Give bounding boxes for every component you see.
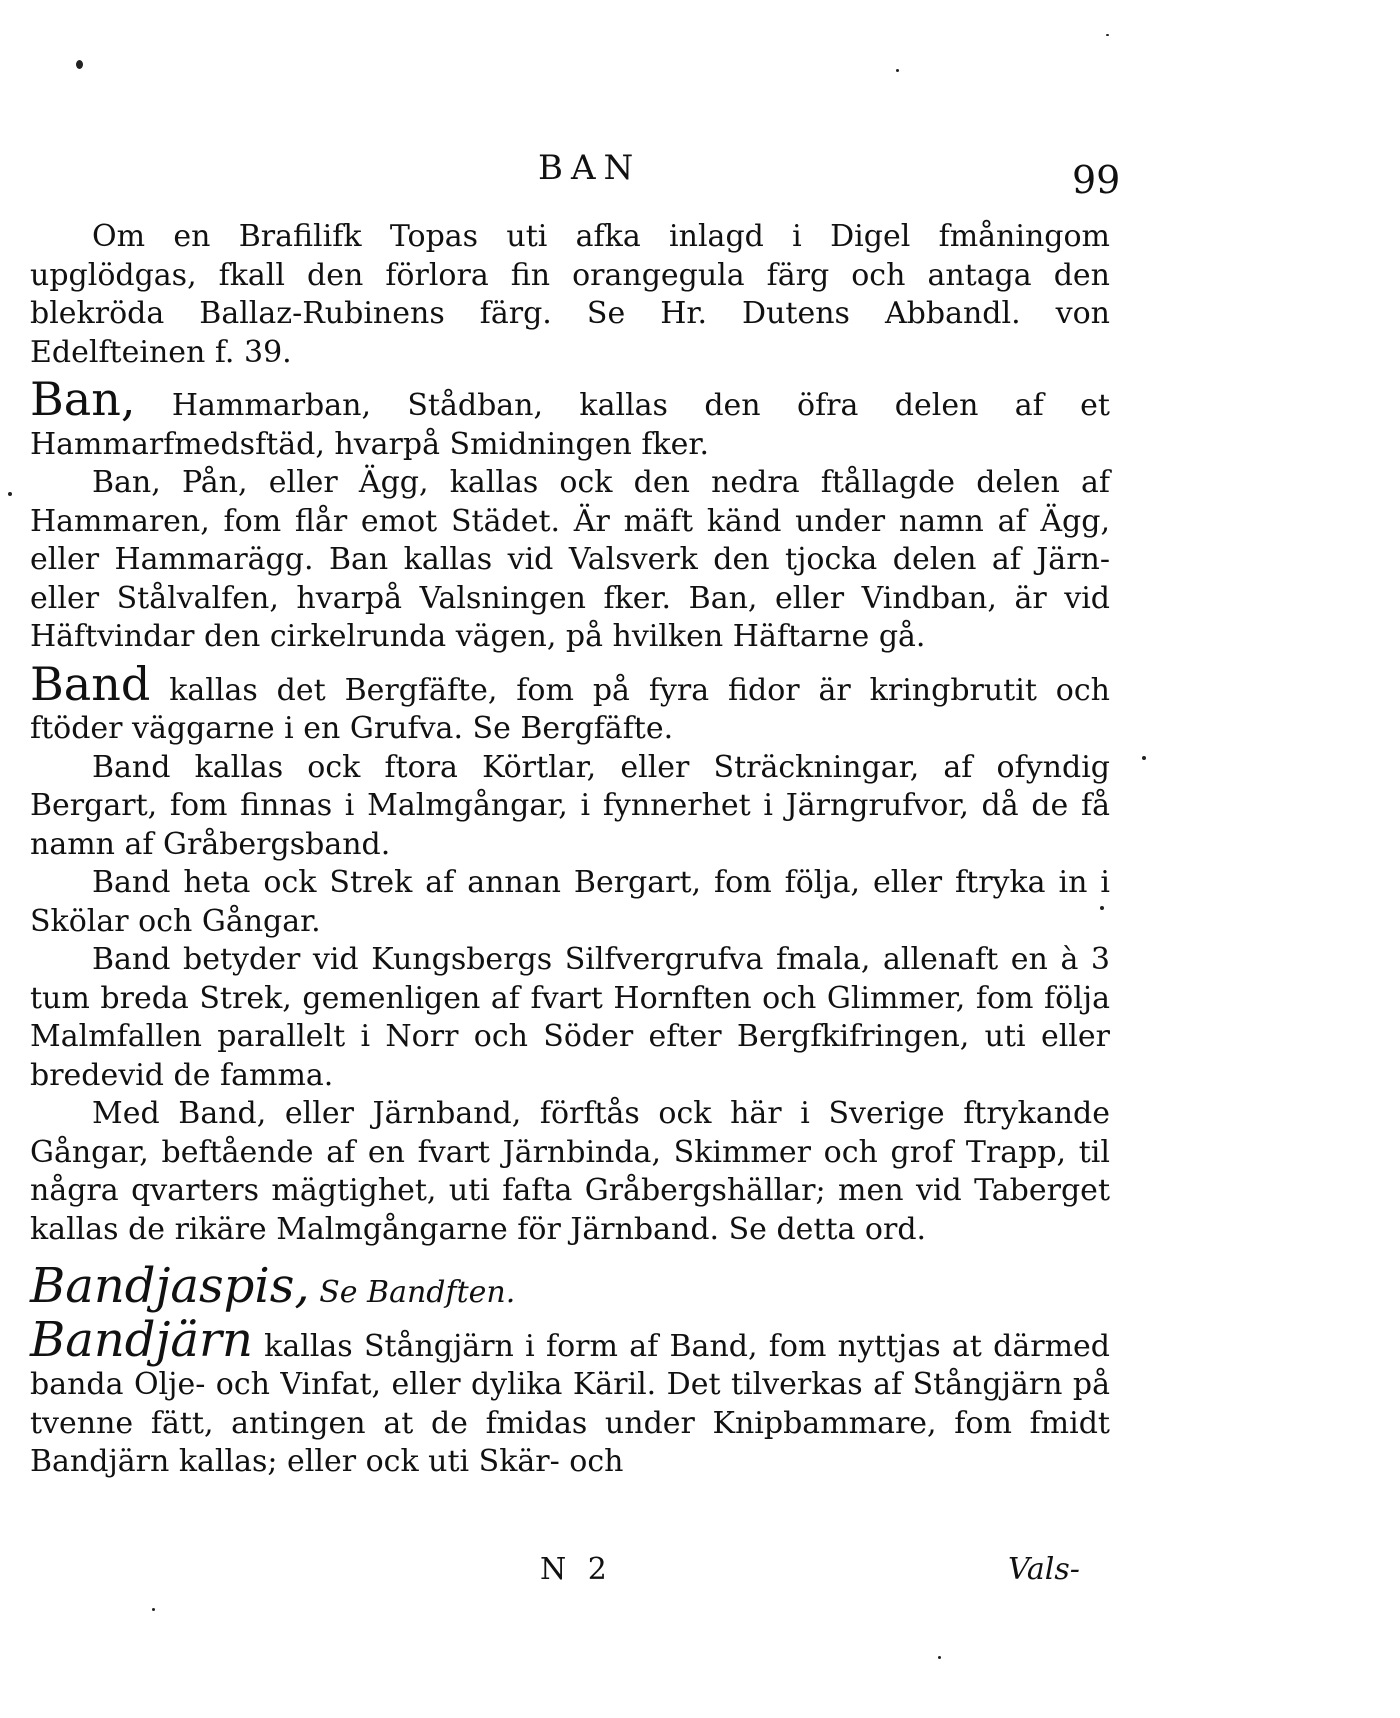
paragraph-text: Om en Brafilifk Topas uti afka inlagd i Digel fmåningom upglödgas, fkall den förlora fin orangegula färg och antaga den blekröda Ballaz-Rubinens färg. Se Hr. Dutens Abbandl. von Edelfteinen f. 39.	[30, 219, 1110, 370]
paragraph-band-kortlar	[30, 749, 1110, 865]
paragraph-text: Band heta ock Strek af annan Bergart, fom följa, eller ftryka in i Skölar och Gångar.	[30, 865, 1110, 939]
entry-ban	[30, 372, 1110, 464]
body-text	[30, 218, 1110, 1482]
catchword: Vals-	[1008, 1552, 1080, 1587]
paragraph-text: Band betyder vid Kungsbergs Silfvergrufva fmala, allenaft en à 3 tum breda Strek, gemenligen af fvart Hornften och Glimmer, fom följa Malmfallen parallelt i Norr och Söder efter Bergfkifringen, uti eller bredevid de famma.	[30, 942, 1110, 1093]
entry-headword: Ban,	[30, 372, 136, 426]
paragraph-ban-pan	[30, 464, 1110, 657]
paragraph-text: Med Band, eller Järnband, förftås ock här i Sverige ftrykande Gångar, beftående af en fvart Järnbinda, Skimmer och grof Trapp, til några qvarters mägtighet, uti fafta Gråbergshällar; men vid Taberget kallas de rikäre Malmgångarne för Järnband. Se detta ord.	[30, 1096, 1110, 1247]
entry-band	[30, 656, 1110, 749]
header-title: BAN	[538, 148, 642, 188]
running-header	[0, 148, 1400, 202]
paragraph-text: Band kallas ock ftora Körtlar, eller Sträckningar, af ofyndig Bergart, fom finnas i Malmgångar, i fynnerhet i Järngrufvor, då de få namn af Gråbergsband.	[30, 749, 1110, 862]
entry-headword: Bandjaspis,	[30, 1258, 310, 1314]
paragraph-text: kallas Stångjärn i form af Band, fom nyttjas at därmed banda Olje- och Vinfat, eller dylika Käril. Det tilverkas af Stångjärn på tvenne fätt, antingen at de fmidas under Knipbammare, fom fmidt Bandjärn kallas; eller ock uti Skär- och	[30, 1328, 1110, 1479]
paragraph-text: kallas det Bergfäfte, fom på fyra fidor är kringbrutit och ftöder väggarne i en Grufva. Se Bergfäfte.	[30, 672, 1110, 746]
paragraph-topas	[30, 218, 1110, 372]
paragraph-text: Se Bandften.	[319, 1275, 516, 1310]
paragraph-jarnband	[30, 1095, 1110, 1249]
entry-headword: Bandjärn	[30, 1311, 253, 1368]
paragraph-text: Ban, Pån, eller Ägg, kallas ock den nedra ftållagde delen af Hammaren, fom flår emot Städet. Är mäft känd under namn af Ägg, eller Hammarägg. Ban kallas vid Valsverk den tjocka delen af Järn- eller Stålvalfen, hvarpå Valsningen fker. Ban, eller Vindban, är vid Häftvindar den cirkelrunda vägen, på hvilken Häftarne gå.	[30, 465, 1110, 654]
entry-bandjarn	[30, 1311, 1110, 1482]
entry-bandjaspis	[30, 1258, 1110, 1314]
paragraph-band-kungsberg	[30, 941, 1110, 1095]
paragraph-text: Hammarban, Stådban, kallas den öfra delen af et Hammarfmedsftäd, hvarpå Smidningen fker.	[30, 388, 1110, 462]
page-footer	[0, 1552, 1400, 1596]
signature-mark: N 2	[540, 1552, 613, 1587]
paragraph-band-strek	[30, 864, 1110, 941]
entry-headword: Band	[30, 656, 151, 711]
page-number: 99	[1072, 158, 1121, 202]
